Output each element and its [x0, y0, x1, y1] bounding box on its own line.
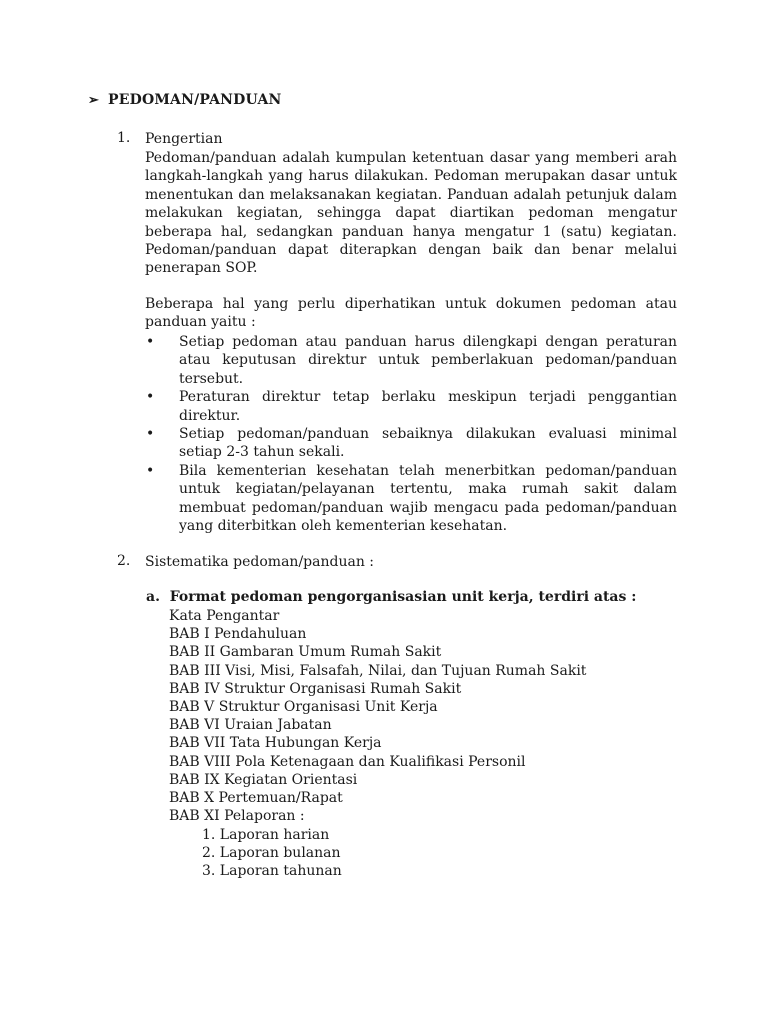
- heading-title: PEDOMAN/PANDUAN: [108, 92, 282, 108]
- report-sublist: [202, 826, 342, 881]
- bullet-icon: •: [146, 389, 155, 406]
- list-item: [144, 333, 677, 388]
- list-item: BAB III Visi, Misi, Falsafah, Nilai, dan Tujuan Rumah Sakit: [169, 662, 587, 679]
- section-1-title: Pengertian: [145, 131, 223, 147]
- list-item-text: Peraturan direktur tetap berlaku meskipun terjadi penggantian direktur.: [179, 389, 677, 424]
- list-item: [144, 425, 677, 462]
- list-item: 2. Laporan bulanan: [202, 845, 341, 862]
- arrow-bullet-icon: ➢: [88, 93, 100, 108]
- section-2-number: 2.: [117, 553, 131, 569]
- list-item: BAB I Pendahuluan: [169, 626, 307, 643]
- list-item: 3. Laporan tahunan: [202, 863, 342, 880]
- list-item: BAB II Gambaran Umum Rumah Sakit: [169, 644, 442, 661]
- bullet-icon: •: [146, 426, 155, 443]
- list-item: [144, 388, 677, 425]
- list-item: BAB VIII Pola Ketenagaan dan Kualifikasi Personil: [169, 753, 526, 770]
- list-item: BAB VII Tata Hubungan Kerja: [169, 735, 382, 752]
- list-item: BAB V Struktur Organisasi Unit Kerja: [169, 699, 438, 716]
- list-item: Kata Pengantar: [169, 608, 280, 624]
- list-item: BAB IX Kegiatan Orientasi: [169, 771, 358, 788]
- list-item-text: Setiap pedoman atau panduan harus dilengkapi dengan peraturan atau keputusan direktur untuk pemberlakuan pedoman/panduan tersebut.: [179, 334, 677, 387]
- section-1-number: 1.: [117, 130, 131, 146]
- considerations-list: [144, 333, 677, 535]
- list-item: BAB XI Pelaporan :: [169, 808, 305, 825]
- bullet-icon: •: [146, 334, 155, 350]
- list-item: 1. Laporan harian: [202, 827, 330, 843]
- list-item: BAB VI Uraian Jabatan: [169, 717, 332, 734]
- section-2-title: Sistematika pedoman/panduan :: [145, 554, 374, 570]
- definition-paragraph: Pedoman/panduan adalah kumpulan ketentuan dasar yang memberi arah langkah-langkah yang harus dilakukan. Pedoman merupakan dasar untuk menentukan dan melaksanakan kegiatan. Panduan adalah petunjuk dalam melakukan kegiatan, sehingga dapat diartikan pedoman mengatur beberapa hal, sedangkan panduan hanya mengatur 1 (satu) kegiatan. Pedoman/panduan dapat diterapkan dengan baik dan benar melalui penerapan SOP.: [145, 150, 677, 277]
- list-item: [144, 462, 677, 536]
- format-subheading: a. Format pedoman pengorganisasian unit kerja, terdiri atas :: [146, 589, 637, 605]
- chapter-list: [169, 607, 586, 825]
- considerations-intro: Beberapa hal yang perlu diperhatikan untuk dokumen pedoman atau panduan yaitu :: [145, 296, 677, 331]
- list-item-text: Setiap pedoman/panduan sebaiknya dilakukan evaluasi minimal setiap 2-3 tahun sekali.: [179, 426, 677, 461]
- list-item: BAB IV Struktur Organisasi Rumah Sakit: [169, 680, 462, 697]
- section-heading: [88, 92, 282, 108]
- list-item-text: Bila kementerian kesehatan telah menerbitkan pedoman/panduan untuk kegiatan/pelayanan tertentu, maka rumah sakit dalam membuat pedoman/panduan wajib mengacu pada pedoman/panduan yang diterbitkan oleh kementerian kesehatan.: [179, 462, 677, 535]
- bullet-icon: •: [146, 462, 155, 479]
- list-item: BAB X Pertemuan/Rapat: [169, 790, 343, 807]
